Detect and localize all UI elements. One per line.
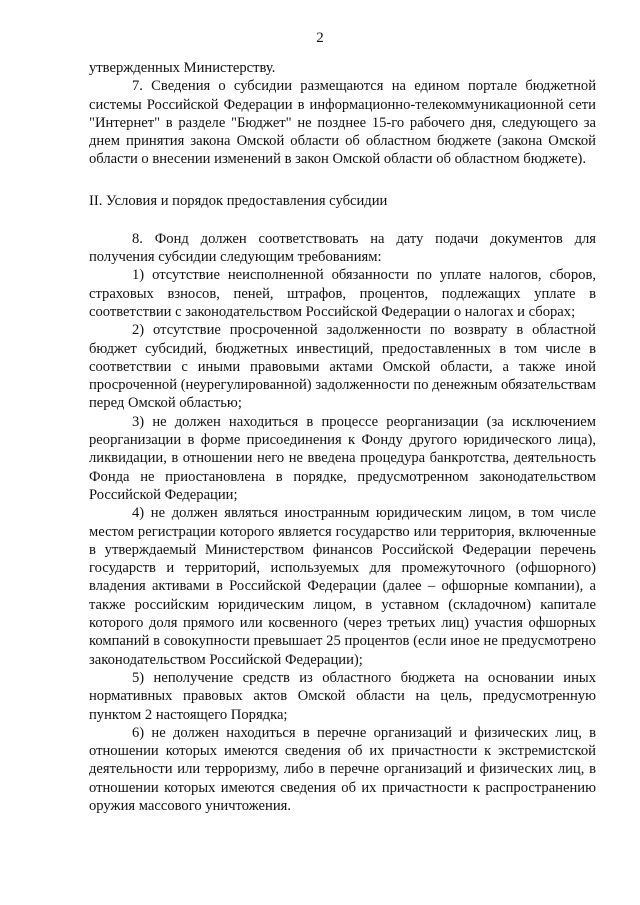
requirement-1: 1) отсутствие неисполненной обязанности по уплате налогов, сборов, страховых взносов, пеней, штрафов, процентов, подлежащих уплате в соответствии с законодательством Российской Федерации о налогах и сборах; [89,267,596,320]
paragraph-8: 8. Фонд должен соответствовать на дату подачи документов для получения субсидии следующим требованиям: [89,230,596,266]
paragraph-continuation: утвержденных Министерству. [89,60,276,76]
page-number: 2 [316,30,324,46]
document-body [89,59,596,815]
requirement-4: 4) не должен являться иностранным юридическим лицом, в том числе местом регистрации которого является государство или территория, включенные в утверждаемый Министерством финансов Российской Федерации перечень государств и территорий, используемых для промежуточного (офшорного) владения активами в Российской Федерации (далее – офшорные компании), а также российским юридическим лицом, в уставном (складочном) капитале которого доля прямого или косвенного (через третьих лиц) участия офшорных компаний в совокупности превышает 25 процентов (если иное не предусмотрено законодательством Российской Федерации); [89,505,596,668]
paragraph-7: 7. Сведения о субсидии размещаются на едином портале бюджетной системы Российской Федерации в информационно-телекоммуникационной сети "Интернет" в разделе "Бюджет" не позднее 15-го рабочего дня, следующего за днем принятия закона Омской области об областном бюджете (закона Омской области о внесении изменений в закон Омской области об областном бюджете). [89,78,596,168]
requirement-5: 5) неполучение средств из областного бюджета на основании иных нормативных правовых актов Омской области на цель, предусмотренную пунктом 2 настоящего Порядка; [89,669,596,723]
requirement-2: 2) отсутствие просроченной задолженности по возврату в областной бюджет субсидий, бюджетных инвестиций, предоставленных в том числе в соответствии с иными правовыми актами Омской области, а также иной просроченной (неурегулированной) задолженности по денежным обязательствам перед Омской областью; [89,322,596,412]
requirement-6: 6) не должен находиться в перечне организаций и физических лиц, в отношении которых имеются сведения об их причастности к экстремистской деятельности или терроризму, либо в перечне организаций и физических лиц, в отношении которых имеются сведения об их причастности к распространению оружия массового уничтожения. [89,724,596,814]
requirement-3: 3) не должен находиться в процессе реорганизации (за исключением реорганизации в форме присоединения к Фонду другого юридического лица), ликвидации, в отношении него не введена процедура банкротства, деятельность Фонда не приостановлена в порядке, предусмотренном законодательством Российской Федерации; [89,413,596,503]
section-heading: II. Условия и порядок предоставления субсидии [89,192,388,209]
